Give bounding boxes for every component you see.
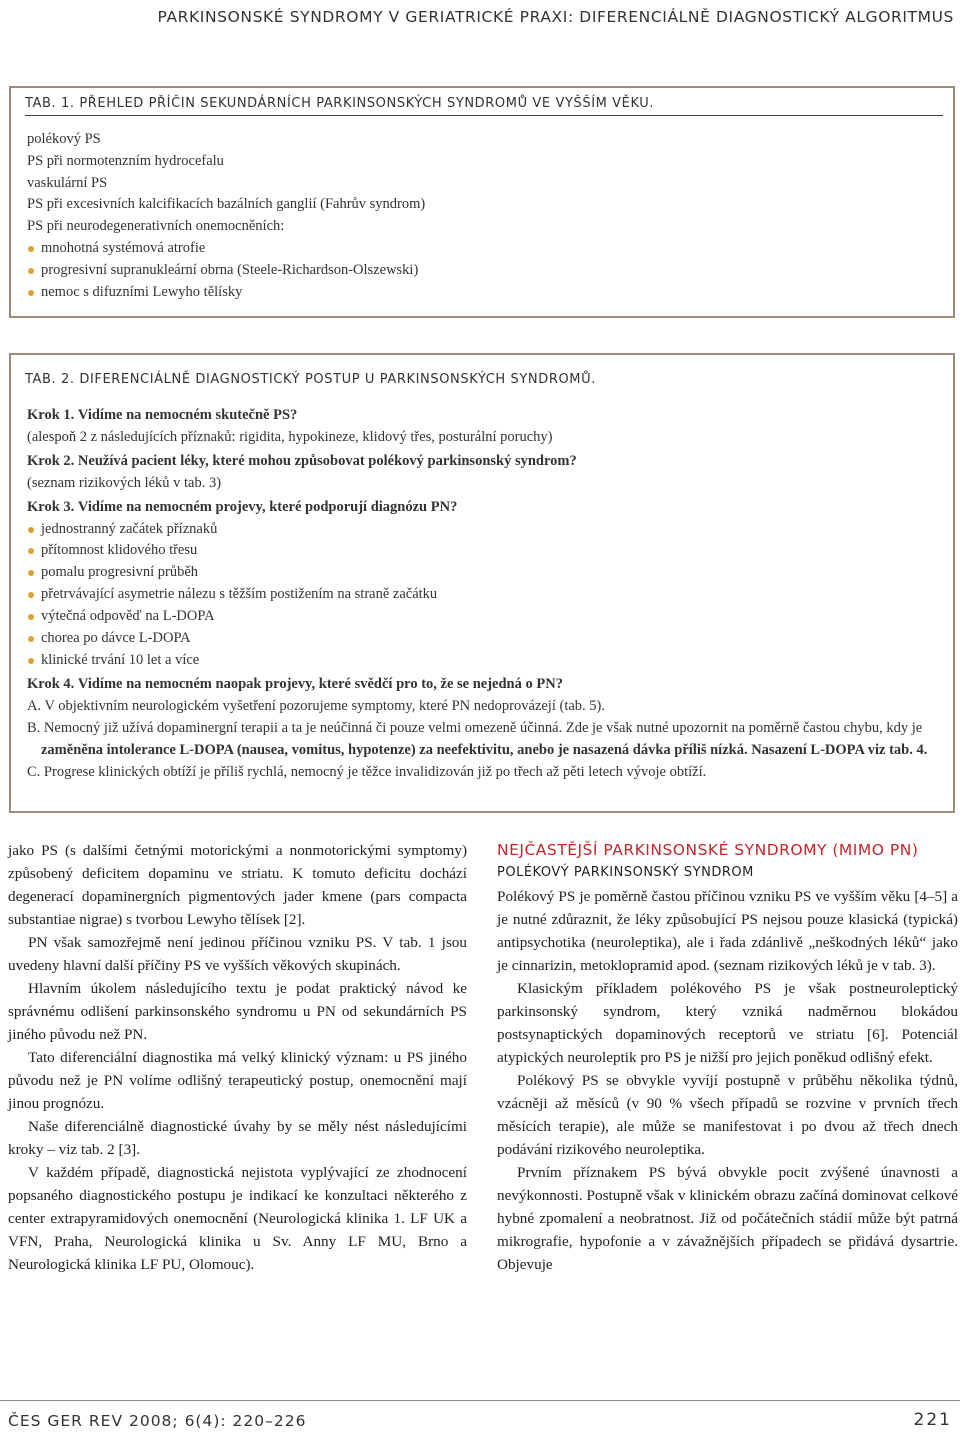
krok-1-note: (alespoň 2 z následujících příznaků: rigidita, hypokineze, klidový třes, posturální poruchy) [27,428,553,445]
krok-question: Vidíme na nemocném projevy, které podporují diagnózu PN? [77,498,458,515]
krok-4-item-c: C. Progrese klinických obtíží je příliš rychlá, nemocný je těžce invalidizován již po třech až pěti letech vývoje obtíží. [27,763,707,780]
bullet-text: chorea po dávce L-DOPA [41,630,191,647]
table-1-line: PS při normotenzním hydrocefalu [27,152,224,169]
bullet-dot-icon [28,246,34,252]
paragraph: Hlavním úkolem následujícího textu je podat praktický návod ke správnému odlišení parkinsonského syndromu u PN od sekundárních PS jiného původu než PN. [8,980,467,1043]
paragraph: Prvním příznakem PS bývá obvykle pocit zvýšené únavnosti a nevýkonnosti. Postupně však v klinickém obrazu začíná dominovat celkové hybné zpomalení a neobratnost. Již od počátečních stádií může být patrná mikrografie, hypofonie a v závažnějších případech se přidává dysartrie. Objevuje [497,1164,958,1273]
krok-3-heading [27,497,939,519]
paragraph: jako PS (s dalšími četnými motorickými a nonmotorickými symptomy) způsobený deficitem dopaminu ve striatu. K tomuto deficitu dochází degenerací dopaminergních pigmentových jader kmene (pars compacta substantiae nigrae) s tvorbou Lewyho tělísek [2]. [8,842,467,928]
left-column [8,839,467,1276]
table-1-bullet-item [27,260,943,282]
krok-1-heading [27,405,939,427]
table-1-line: PS při neurodegenerativních onemocněních: [27,218,285,235]
table-1-title: TAB. 1. PŘEHLED PŘÍČIN SEKUNDÁRNÍCH PARKINSONSKÝCH SYNDROMŮ VE VYŠŠÍM VĚKU. [25,96,943,116]
krok-4-item-b-emphasis: zaměněna intolerance L-DOPA (nausea, vomitus, hypotenze) za neefektivitu, anebo je nasazená dávka příliš nízká. Nasazení L-DOPA viz tab. 4. [41,741,928,758]
paragraph: PN však samozřejmě není jedinou příčinou vzniku PS. V tab. 1 jsou uvedeny hlavní další příčiny PS ve vyšších věkových skupinách. [8,934,467,974]
right-column [497,839,958,1276]
krok-4-item-a: A. V objektivním neurologickém vyšetření pozorujeme symptomy, které PN nedoprovázejí (tab. 5). [27,697,605,714]
paragraph: Naše diferenciálně diagnostické úvahy by se měly nést následujícími kroky – viz tab. 2 [3]. [8,1118,467,1158]
krok-label: Krok 3. [27,498,75,515]
krok-4-heading [27,674,939,696]
krok-4-item-b [27,718,939,762]
table-1-list [27,129,943,303]
krok-3-bullet-item [27,606,939,628]
bullet-text: přetrvávající asymetrie nálezu s těžším postižením na straně začátku [41,586,438,603]
running-header: PARKINSONSKÉ SYNDROMY V GERIATRICKÉ PRAXI: DIFERENCIÁLNĚ DIAGNOSTICKÝ ALGORITMUS [157,8,954,26]
bullet-dot-icon [28,570,34,576]
bullet-text: pomalu progresivní průběh [41,564,199,581]
table-2-body [27,405,939,783]
krok-label: Krok 2. [27,452,75,469]
paragraph: Tato diferenciální diagnostika má velký klinický význam: u PS jiného původu než je PN volíme odlišný terapeutický postup, onemocnění mají jinou prognózu. [8,1049,467,1112]
bullet-dot-icon [28,548,34,554]
page-number: 221 [913,1410,952,1430]
bullet-text: přítomnost klidového třesu [41,542,198,559]
table-1 [9,86,955,318]
bullet-text: klinické trvání 10 let a více [41,651,200,668]
krok-label: Krok 4. [27,675,75,692]
krok-2-note: (seznam rizikových léků v tab. 3) [27,474,222,491]
bullet-text: výtečná odpověď na L-DOPA [41,608,215,625]
krok-3-bullet-item [27,562,939,584]
table-2 [9,353,955,813]
krok-question: Vidíme na nemocném skutečně PS? [77,407,298,423]
bullet-dot-icon [28,527,34,533]
bullet-dot-icon [28,614,34,620]
bullet-text: jednostranný začátek příznaků [41,520,218,537]
krok-3-bullet-item [27,584,939,606]
paragraph: Polékový PS je poměrně častou příčinou vzniku PS ve vyšším věku [4–5] a je nutné zdůraznit, že léky způsobující PS nejsou pouze klasická (typická) antipsychotika (neuroleptika), ale i řada zdánlivě „neškodných léků“ jako je cinnarizin, metoklopramid apod. (seznam rizikových léků je v tab. 3). [497,888,958,974]
bullet-text: progresivní supranukleární obrna (Steele-Richardson-Olszewski) [41,261,419,278]
krok-question: Neužívá pacient léky, které mohou způsobovat polékový parkinsonský syndrom? [77,452,577,469]
table-1-line: polékový PS [27,131,101,147]
table-1-bullet-item [27,282,943,304]
paragraph: V každém případě, diagnostická nejistota vyplývající ze zhodnocení popsaného diagnostického postupu je indikací ke konzultaci některého z center extrapyramidových onemocnění (Neurologická klinika 1. LF UK a VFN, Praha, Neurologická klinika u Sv. Anny LF MU, Brno a Neurologická klinika LF PU, Olomouc). [8,1164,467,1273]
bullet-dot-icon [28,658,34,664]
table-1-bullet-item [27,238,943,260]
krok-2-heading [27,451,939,473]
bullet-dot-icon [28,592,34,598]
bullet-dot-icon [28,636,34,642]
krok-3-bullet-item [27,519,939,541]
bullet-text: nemoc s difuzními Lewyho tělísky [41,283,243,300]
paragraph: Klasickým příkladem polékového PS je však postneuroleptický parkinsonský syndrom, který vzniká nadměrnou blokádou postsynaptických dopaminových receptorů ve striatu [6]. Potenciál atypických neuroleptik pro PS je nižší pro jejich poněkud odlišný efekt. [497,980,958,1066]
krok-3-bullet-item [27,628,939,650]
bullet-dot-icon [28,268,34,274]
bullet-dot-icon [28,290,34,296]
subsection-title: POLÉKOVÝ PARKINSONSKÝ SYNDROM [497,865,754,880]
krok-3-bullet-item [27,650,939,672]
table-1-line: PS při excesivních kalcifikacích bazálních ganglií (Fahrův syndrom) [27,196,426,213]
footer-rule [0,1400,960,1401]
krok-3-bullet-item [27,540,939,562]
krok-label: Krok 1. [27,407,75,423]
paragraph: Polékový PS se obvykle vyvíjí postupně v průběhu několika týdnů, vzácněji až měsíců (v 90 % všech případů se rozvine v prvních třech měsících terapie), ale může se manifestovat i po dvou až třech dnech podávání rizikového neuroleptika. [497,1072,958,1158]
krok-question: Vidíme na nemocném naopak projevy, které svědčí pro to, že se nejedná o PN? [77,675,563,692]
krok-4-item-b-text: B. Nemocný již užívá dopaminergní terapii a ta je neúčinná či pouze velmi omezeně účinná. Zde je však nutné upozornit na poměrně častou chybu, kdy je [27,719,923,736]
section-title: NEJČASTĚJŠÍ PARKINSONSKÉ SYNDROMY (MIMO PN) [497,841,919,859]
bullet-text: mnohotná systémová atrofie [41,239,206,256]
table-2-title: TAB. 2. DIFERENCIÁLNĚ DIAGNOSTICKÝ POSTUP U PARKINSONSKÝCH SYNDROMŮ. [25,372,596,387]
table-1-line: vaskulární PS [27,174,108,191]
footer-journal-citation: ČES GER REV 2008; 6(4): 220–226 [8,1412,307,1430]
